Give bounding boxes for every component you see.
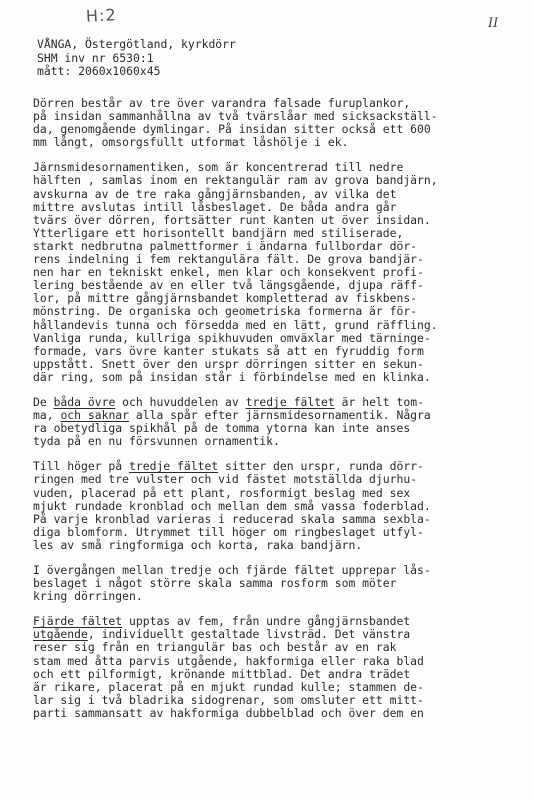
text-line: formade, vars övre kanter stukats så att en fyruddig form bbox=[33, 343, 424, 358]
text-line: kring dörringen. bbox=[33, 589, 143, 604]
text-line: utgående, individuellt gestaltade livsträd. Det vänstra bbox=[33, 627, 411, 642]
text-line: mönstring. De organiska och geometriska formerna är för- bbox=[33, 304, 418, 319]
text-line: hållandevis tunna och försedda med en lätt, grund räffling. bbox=[33, 317, 438, 332]
paragraph bbox=[33, 396, 518, 448]
text-line: ra obetydliga spikhål på de tomma ytorna kan inte anses bbox=[33, 421, 411, 436]
text-line: uppstått. Snett över den urspr dörringen sitter en sekun- bbox=[33, 356, 424, 371]
text-line: Dörren består av tre över varandra falsade furuplankor, bbox=[33, 96, 411, 110]
text-line: är rikare, placerat på en mjukt rundad kulle; stammen de- bbox=[33, 679, 424, 694]
document-body bbox=[33, 97, 518, 732]
text-line: I övergången mellan tredje och fjärde fältet upprepar lås- bbox=[33, 563, 431, 577]
text-line: beslaget i något större skala samma rosform som möter bbox=[33, 576, 397, 591]
text-line: Fjärde fältet upptas av fem, från undre gångjärnsbandet bbox=[33, 614, 411, 629]
text-line: Vanliga runda, kullriga spikhuvuden omväxlar med tärninge- bbox=[33, 330, 431, 345]
text-line: ringen med tre vulster och vid fästet motställda djurhu- bbox=[33, 472, 418, 487]
text-line: les av små ringformiga och korta, raka bandjärn. bbox=[33, 537, 363, 552]
text-line: mjukt rundade kronblad och mellan dem små vassa foderblad. bbox=[33, 498, 431, 513]
text-line: nen har en tekniskt enkel, men klar och konsekvent profi- bbox=[33, 265, 424, 280]
text-line: lering bestående av en eller två längsgående, djupa räff- bbox=[33, 278, 424, 293]
header-dimensions: mått: 2060x1060x45 bbox=[37, 64, 161, 78]
underlined-text: tredje fältet bbox=[245, 394, 335, 409]
text-line: rens indelning i fem rektangulära fält. De grova bandjär- bbox=[33, 252, 424, 267]
underlined-text: utgående bbox=[33, 627, 88, 642]
text-line: tvärs över dörren, fortsätter runt kanten ut över insidan. bbox=[33, 212, 431, 227]
text-line: Järnsmidesornamentiken, som är koncentrerad till nedre bbox=[33, 160, 404, 175]
paragraph bbox=[33, 460, 518, 552]
underlined-text: Fjärde fältet bbox=[33, 614, 123, 629]
header-title: VÅNGA, Östergötland, kyrkdörr bbox=[37, 37, 236, 51]
text-line: diga blomform. Utrymmet till höger om ringbeslaget utfyl- bbox=[33, 524, 424, 539]
text-line: stam med åtta parvis utgående, hakformiga eller raka blad bbox=[33, 653, 424, 668]
text-line: På varje kronblad varieras i reducerad skala samma sexbla- bbox=[33, 511, 431, 526]
text-line: där ring, som på insidan står i förbindelse med en klinka. bbox=[33, 369, 431, 384]
text-line: Till höger på tredje fältet sitter den urspr, runda dörr- bbox=[33, 459, 424, 474]
text-line: lor, på mittre gångjärnsbandet kompletterad av fiskbens- bbox=[33, 291, 418, 306]
text-line: parti sammansatt av hakformiga dubbelblad och över dem en bbox=[33, 705, 424, 720]
document-header bbox=[37, 38, 236, 79]
text-line: mittre avslutas intill låsbeslaget. De båda andra går bbox=[33, 199, 397, 214]
text-line: De båda övre och huvuddelen av tredje fältet är helt tom- bbox=[33, 394, 424, 409]
paragraph bbox=[33, 97, 518, 149]
underlined-text: båda övre bbox=[53, 394, 116, 409]
text-line: vuden, placerad på ett plant, rosformigt beslag med sex bbox=[33, 485, 411, 500]
text-line: avskurna av de tre raka gångjärnsbanden, av vilka det bbox=[33, 186, 397, 201]
text-line: ma, och saknar alla spår efter järnsmidesornamentik. Några bbox=[33, 408, 431, 423]
text-line: starkt nedbrutna palmettformer i ändarna fullbordar dör- bbox=[33, 238, 418, 253]
header-inventory: SHM inv nr 6530:1 bbox=[37, 50, 154, 65]
underlined-text: och saknar bbox=[60, 408, 130, 423]
text-line: lar sig i två bladrika sidogrenar, som omsluter ett mitt- bbox=[33, 692, 424, 707]
text-line: och ett pilformigt, krönande mittblad. Det andra trädet bbox=[33, 666, 411, 681]
text-line: da, genomgående dymlingar. På insidan sitter också ett 600 bbox=[33, 122, 431, 137]
text-line: Ytterligare ett horisontellt bandjärn med stiliserade, bbox=[33, 225, 404, 240]
paragraph bbox=[33, 615, 518, 720]
paragraph bbox=[33, 161, 518, 384]
handwritten-reference: H:2 bbox=[85, 5, 118, 26]
paragraph bbox=[33, 564, 518, 603]
text-line: reser sig från en triangulär bas och består av en rak bbox=[33, 640, 397, 655]
text-line: på insidan sammanhållna av två tvärslåar med sicksackställ- bbox=[33, 109, 438, 124]
text-line: tyda på en nu försvunnen ornamentik. bbox=[33, 434, 280, 449]
page-number: II bbox=[488, 16, 499, 31]
text-line: mm långt, omsorgsfullt utformat låshölje i ek. bbox=[33, 135, 349, 150]
text-line: hälften , samlas inom en rektangulär ram av grova bandjärn, bbox=[33, 173, 438, 188]
underlined-text: tredje fältet bbox=[129, 459, 219, 474]
